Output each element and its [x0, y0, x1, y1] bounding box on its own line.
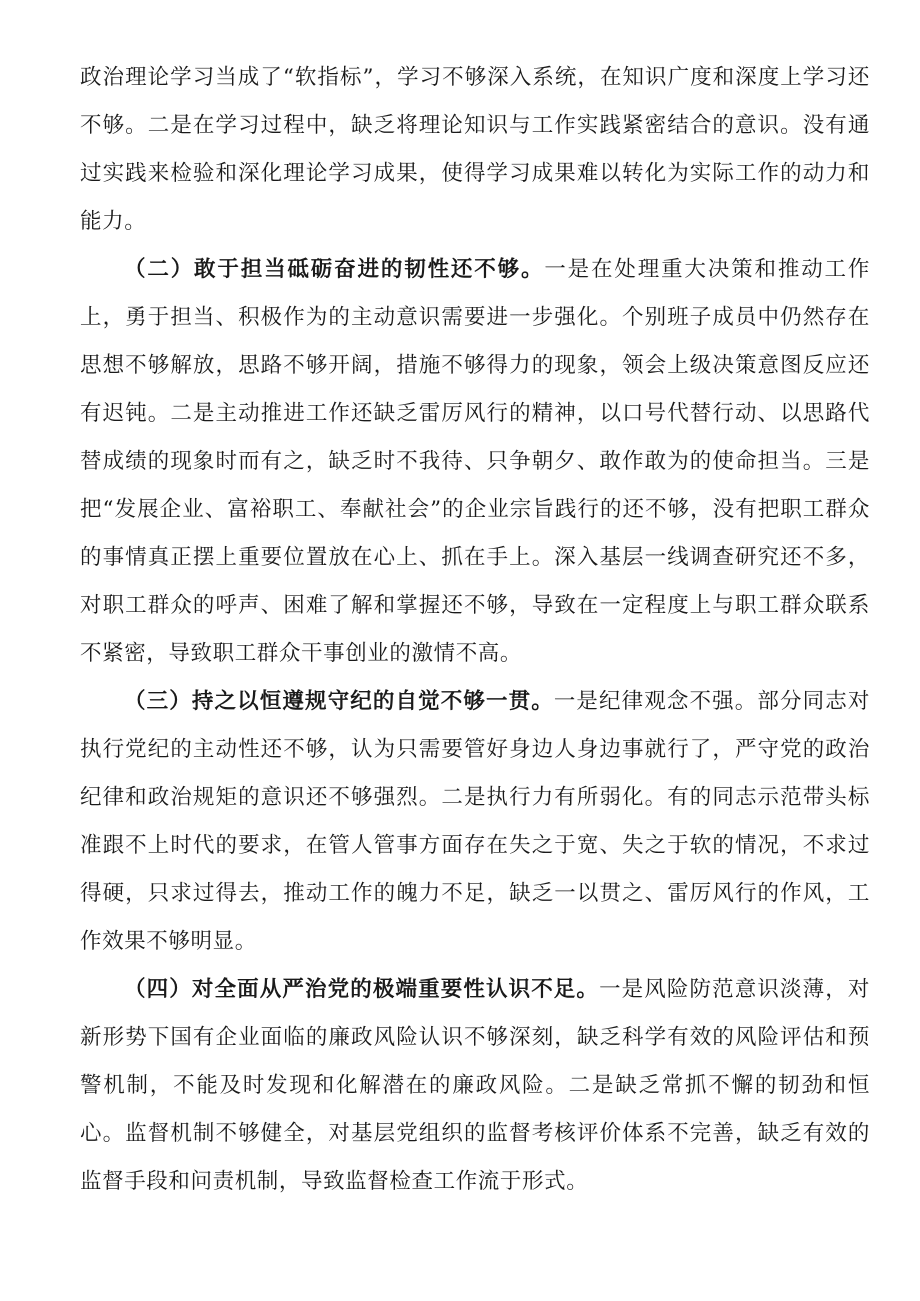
paragraph-1	[80, 54, 870, 246]
paragraph-3-text: 一是纪律观念不强。部分同志对执行党纪的主动性还不够，认为只需要管好身边人身边事就行了，严守党的政治纪律和政治规矩的意识还不够强烈。二是执行力有所弱化。有的同志示范带头标准跟不上时代的要求，在管人管事方面存在失之于宽、失之于软的情况，不求过得硬，只求过得去，推动工作的魄力不足，缺乏一以贯之、雷厉风行的作风，工作效果不够明显。	[80, 689, 870, 954]
section-4-heading: （四）对全面从严治党的极端重要性认识不足。	[124, 977, 600, 1002]
section-2-heading: （二）敢于担当砥砺奋进的韧性还不够。	[124, 257, 545, 282]
paragraph-3	[80, 678, 870, 966]
section-3-heading: （三）持之以恒遵规守纪的自觉不够一贯。	[124, 689, 554, 714]
paragraph-2	[80, 246, 870, 678]
paragraph-2-text: 一是在处理重大决策和推动工作上，勇于担当、积极作为的主动意识需要进一步强化。个别班子成员中仍然存在思想不够解放，思路不够开阔，措施不够得力的现象，领会上级决策意图反应还有迟钝。二是主动推进工作还缺乏雷厉风行的精神，以口号代替行动、以思路代替成绩的现象时而有之，缺乏时不我待、只争朝夕、敢作敢为的使命担当。三是把“发展企业、富裕职工、奉献社会”的企业宗旨践行的还不够，没有把职工群众的事情真正摆上重要位置放在心上、抓在手上。深入基层一线调查研究还不多，对职工群众的呼声、困难了解和掌握还不够，导致在一定程度上与职工群众联系不紧密，导致职工群众干事创业的激情不高。	[80, 257, 870, 666]
document-body	[80, 54, 870, 1206]
paragraph-4	[80, 966, 870, 1206]
paragraph-4-text: 一是风险防范意识淡薄，对新形势下国有企业面临的廉政风险认识不够深刻，缺乏科学有效的风险评估和预警机制，不能及时发现和化解潜在的廉政风险。二是缺乏常抓不懈的韧劲和恒心。监督机制不够健全，对基层党组织的监督考核评价体系不完善，缺乏有效的监督手段和问责机制，导致监督检查工作流于形式。	[80, 977, 870, 1194]
paragraph-1-text: 政治理论学习当成了“软指标”，学习不够深入系统，在知识广度和深度上学习还不够。二是在学习过程中，缺乏将理论知识与工作实践紧密结合的意识。没有通过实践来检验和深化理论学习成果，使得学习成果难以转化为实际工作的动力和能力。	[80, 65, 870, 234]
